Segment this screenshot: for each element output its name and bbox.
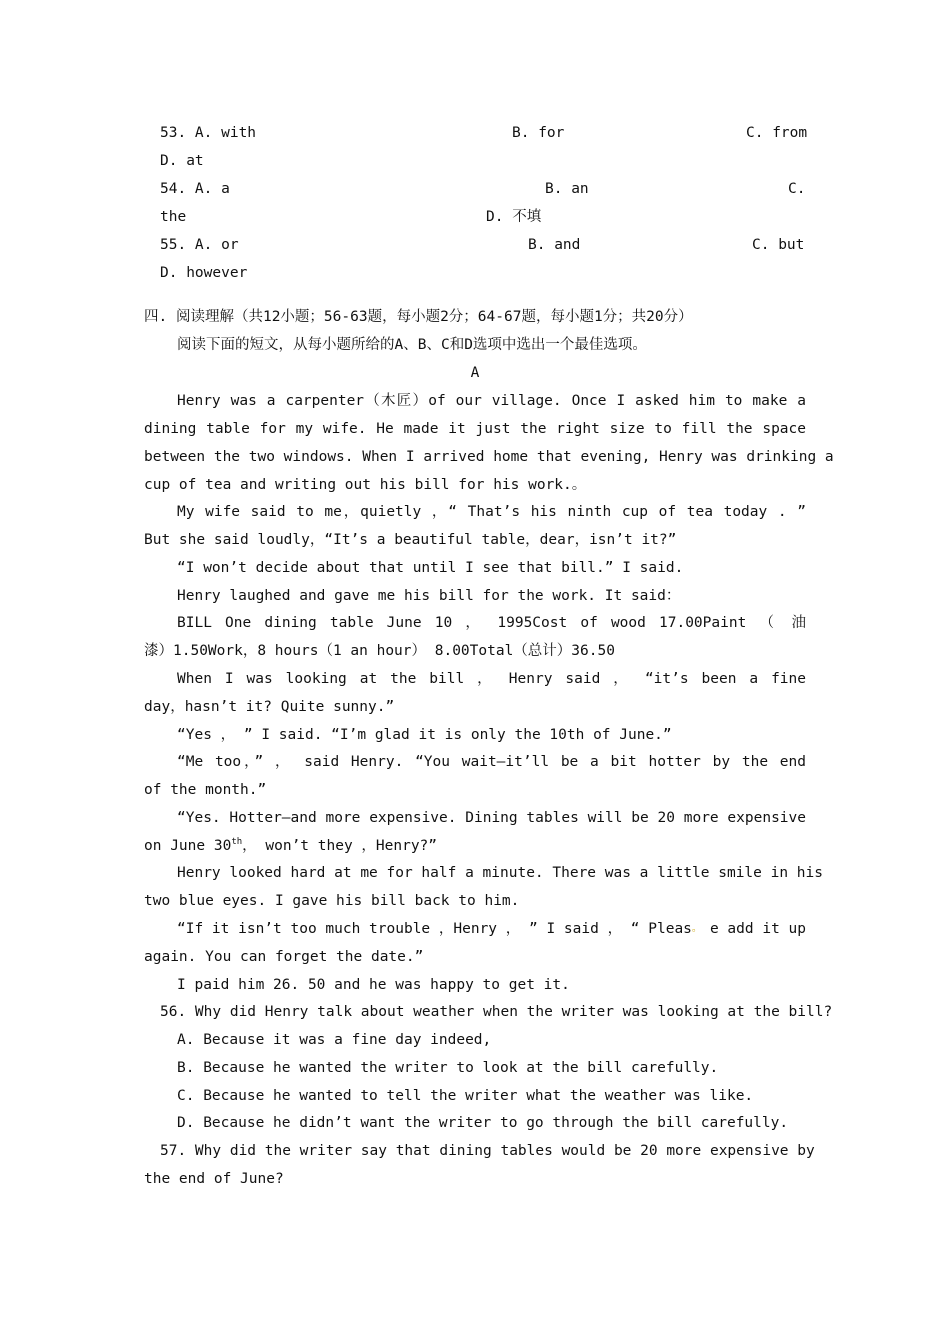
q54-option-b: B. an: [545, 181, 589, 197]
q54-option-d: D. 不填: [486, 209, 542, 225]
q55-option-d: D. however: [160, 265, 248, 281]
passage-line: But she said loudly，“It’s a beautiful table，dear，isn’t it?”: [144, 532, 677, 548]
passage-line: My wife said to me，quietly ，“ That’s his ninth cup of tea today . ”: [177, 504, 806, 520]
passage-line: [144, 836, 806, 856]
q54-option-a: 54. A. a: [160, 181, 230, 197]
passage-line: [177, 919, 806, 939]
q53-option-d: D. at: [160, 153, 204, 169]
stray-mark: 。: [691, 923, 702, 934]
passage-line: “I won’t decide about that until I see that bill.” I said.: [177, 560, 684, 576]
passage-line: cup of tea and writing out his bill for his work.。: [144, 477, 587, 493]
section-instruction: 阅读下面的短文，从每小题所给的A、B、C和D选项中选出一个最佳选项。: [177, 337, 647, 353]
passage-bill-line: BILL One dining table June 10 ， 1995Cost of wood 17.00Paint （ 油: [177, 615, 806, 631]
passage-text: ， won’t they ，Henry?”: [242, 838, 438, 854]
passage-line: Henry was a carpenter（木匠）of our village. Once I asked him to make a: [177, 393, 806, 409]
q53-option-a: 53. A. with: [160, 125, 257, 141]
passage-line: between the two windows. When I arrived home that evening, Henry was drinking a: [144, 449, 834, 465]
passage-line: Henry looked hard at me for half a minute. There was a little smile in his: [177, 865, 824, 881]
passage-line: “Yes. Hotter—and more expensive. Dining tables will be 20 more expensive: [177, 810, 806, 826]
ordinal-superscript: th: [231, 837, 243, 848]
q55-option-a: 55. A. or: [160, 237, 239, 253]
question-57-continued: the end of June?: [144, 1171, 284, 1187]
passage-line: Henry laughed and gave me his bill for the work. It said：: [177, 588, 681, 604]
passage-line: of the month.”: [144, 782, 267, 798]
passage-bill-line: 漆）1.50Work，8 hours（1 an hour） 8.00Total（总计）36.50: [144, 643, 615, 659]
passage-line: day，hasn’t it? Quite sunny.”: [144, 699, 395, 715]
question-56: 56. Why did Henry talk about weather when the writer was looking at the bill?: [160, 1004, 833, 1020]
q55-option-b: B. and: [528, 237, 581, 253]
passage-line: two blue eyes. I gave his bill back to him.: [144, 893, 520, 909]
passage-line: “Yes ， ” I said. “I’m glad it is only the 10th of June.”: [177, 727, 672, 743]
passage-label: A: [470, 365, 480, 381]
passage-line: When I was looking at the bill ， Henry said ， “it’s been a fine: [177, 671, 806, 687]
q53-option-b: B. for: [512, 125, 565, 141]
passage-text: “If it isn’t too much trouble ，Henry ， ” I said ， “ Pleas: [177, 921, 692, 937]
section-heading: 四. 阅读理解（共12小题；56-63题，每小题2分；64-67题，每小题1分；共20分）: [144, 309, 693, 325]
q53-option-c: C. from: [746, 125, 808, 141]
q54-option-c-text: the: [160, 209, 187, 225]
passage-line: dining table for my wife. He made it just the right size to fill the space: [144, 421, 806, 437]
question-57: 57. Why did the writer say that dining tables would be 20 more expensive by: [160, 1143, 815, 1159]
q56-option-c: C. Because he wanted to tell the writer what the weather was like.: [177, 1088, 754, 1104]
q56-option-a: A. Because it was a fine day indeed,: [177, 1032, 492, 1048]
passage-line: again. You can forget the date.”: [144, 949, 424, 965]
passage-line: I paid him 26. 50 and he was happy to get it.: [177, 977, 570, 993]
q56-option-b: B. Because he wanted the writer to look at the bill carefully.: [177, 1060, 719, 1076]
passage-text: on June 30: [144, 838, 232, 854]
passage-line: “Me too，” ， said Henry. “You wait—it’ll be a bit hotter by the end: [177, 754, 806, 770]
q56-option-d: D. Because he didn’t want the writer to go through the bill carefully.: [177, 1115, 789, 1131]
q54-option-c: C.: [788, 181, 806, 197]
q55-option-c: C. but: [752, 237, 805, 253]
passage-text: e add it up: [709, 921, 806, 937]
